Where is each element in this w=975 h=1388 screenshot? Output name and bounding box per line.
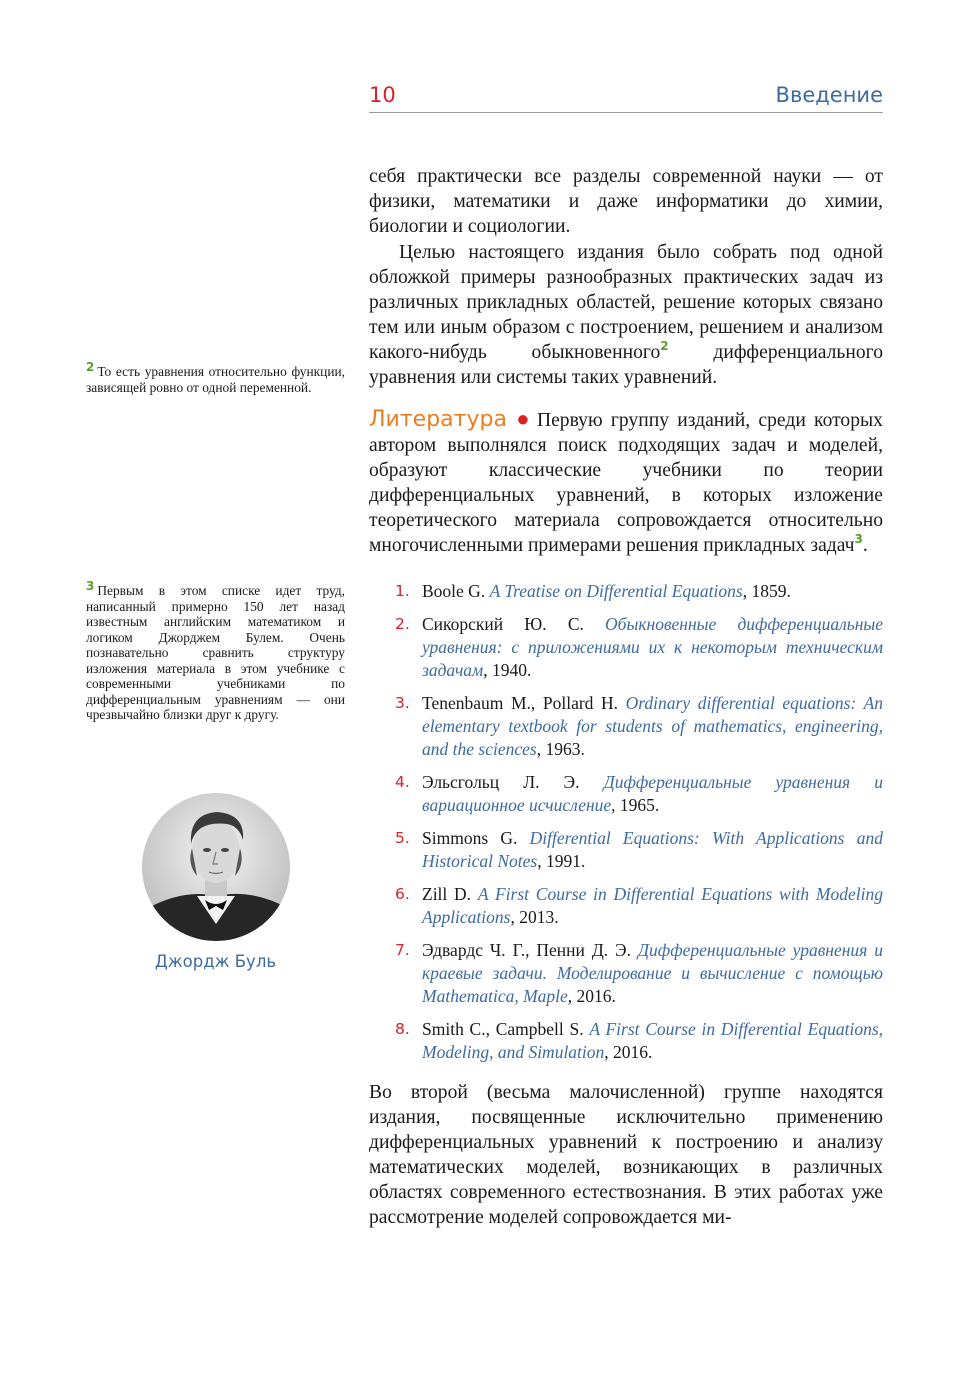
reference-number: 7. [395,941,410,959]
reference-author: Эльсгольц Л. Э. [422,772,580,792]
reference-title-link[interactable]: A First Course in Differential Equations, Modeling, and Simulation [422,1019,884,1062]
reference-author: Tenenbaum M., Pollard H. [422,693,619,713]
page-number: 10 [369,83,396,107]
reference-year: , 1991. [537,851,586,871]
reference-year: , 1963. [536,739,585,759]
reference-author: Boole G. [422,581,486,601]
reference-title-link[interactable]: Дифференциальные уравнения и вариационное исчисление [422,772,883,815]
paragraph-2-text: Целью настоящего издания было собрать под одной обложкой примеры разнообразных практических задач из различных прикладных областей, решение которых связано тем или иным образом с построением, решением и анализом какого-нибудь обыкновенного [369,242,883,363]
reference-item [369,883,883,929]
paragraph-3-text: Первую группу изданий, среди которых автором выполнялся поиск подходящих задач и моделей, образуют классические учебники по теории дифференциальных уравнений, в которых изложение теоретического материала сопровождается относительно многочисленными примерами решения прикладных задач [369,410,883,556]
reference-number: 1. [395,582,410,600]
reference-year: , 2016. [604,1042,653,1062]
paragraph-2 [369,240,883,390]
paragraph-4: Во второй (весьма малочисленной) группе находятся издания, посвященные исключительно применению дифференциальных уравнений к построению и анализу математических моделей, возникающих в различных областях современного естествознания. В этих работах уже рассмотрение моделей сопровождается ми- [369,1082,883,1228]
reference-author: Эдвардс Ч. Г., Пенни Д. Э. [422,940,631,960]
portrait-caption: Джордж Буль [154,952,277,971]
reference-year: , 2013. [510,907,559,927]
sidenote-2 [86,360,345,395]
reference-item [369,939,883,1008]
reference-title-link[interactable]: Дифференциальные уравнения и краевые задачи. Моделирование и вычисление с помощью Mathematica, Maple [422,940,883,1006]
sidenote-3 [86,579,345,723]
reference-year: , 1940. [483,660,532,680]
chapter-title: Введение [775,83,883,107]
reference-title-link[interactable]: Differential Equations: With Applications and Historical Notes [422,828,883,871]
reference-item [369,1018,883,1064]
reference-year: , 1965. [611,795,660,815]
running-header [369,82,883,113]
footnote-mark-2[interactable]: 2 [660,339,669,353]
reference-item [369,613,883,682]
reference-author: Zill D. [422,884,472,904]
reference-title-link[interactable]: A First Course in Differential Equations with Modeling Applications [422,884,884,927]
reference-item [369,580,883,603]
sidenote-number: 2 [86,360,95,374]
reference-number: 5. [395,829,410,847]
literature-paragraph [369,406,883,558]
footnote-mark-3[interactable]: 3 [854,532,863,546]
reference-author: Simmons G. [422,828,518,848]
paragraph-2-text-end: дифференциального уравнения или системы таких уравнений. [369,342,883,388]
reference-title-link[interactable]: A Treatise on Differential Equations [489,581,743,601]
reference-title-link[interactable]: Обыкновенные дифференциальные уравнения: с приложениями их к некоторым техническим задачам [422,614,884,680]
main-text [369,164,883,1230]
reference-item [369,827,883,873]
reference-title-link[interactable]: Ordinary differential equations: An elementary textbook for students of mathematics, engineering, and the sciences [422,693,884,759]
sidenote-text: Первым в этом списке идет труд, написанный примерно 150 лет назад известным английским математиком и логиком Джорджем Булем. Очень познавательно сравнить структуру изложения материала в этом учебнике с современными учебниками по дифференциальным уравнениям — они чрезвычайно близки друг к другу. [86,583,345,722]
reference-author: Сикорский Ю. С. [422,614,584,634]
reference-item [369,771,883,817]
reference-number: 8. [395,1020,410,1038]
reference-author: Smith C., Campbell S. [422,1019,584,1039]
paragraph-1: себя практически все разделы современной науки — от физики, математики и даже информатики до химии, биологии и социологии. [369,166,883,237]
sidenote-number: 3 [86,579,95,593]
sidenote-text: То есть уравнения относительно функции, зависящей ровно от одной переменной. [86,364,345,395]
reference-number: 3. [395,694,410,712]
section-bullet-icon: ● [512,406,533,431]
section-title: Литература [369,407,507,432]
paragraph-3-end: . [862,535,868,556]
reference-number: 2. [395,615,410,633]
reference-list [369,580,883,1064]
portrait-image [141,792,291,942]
reference-item [369,692,883,761]
reference-number: 6. [395,885,410,903]
reference-number: 4. [395,773,410,791]
reference-year: , 2016. [567,986,616,1006]
reference-year: , 1859. [742,581,791,601]
